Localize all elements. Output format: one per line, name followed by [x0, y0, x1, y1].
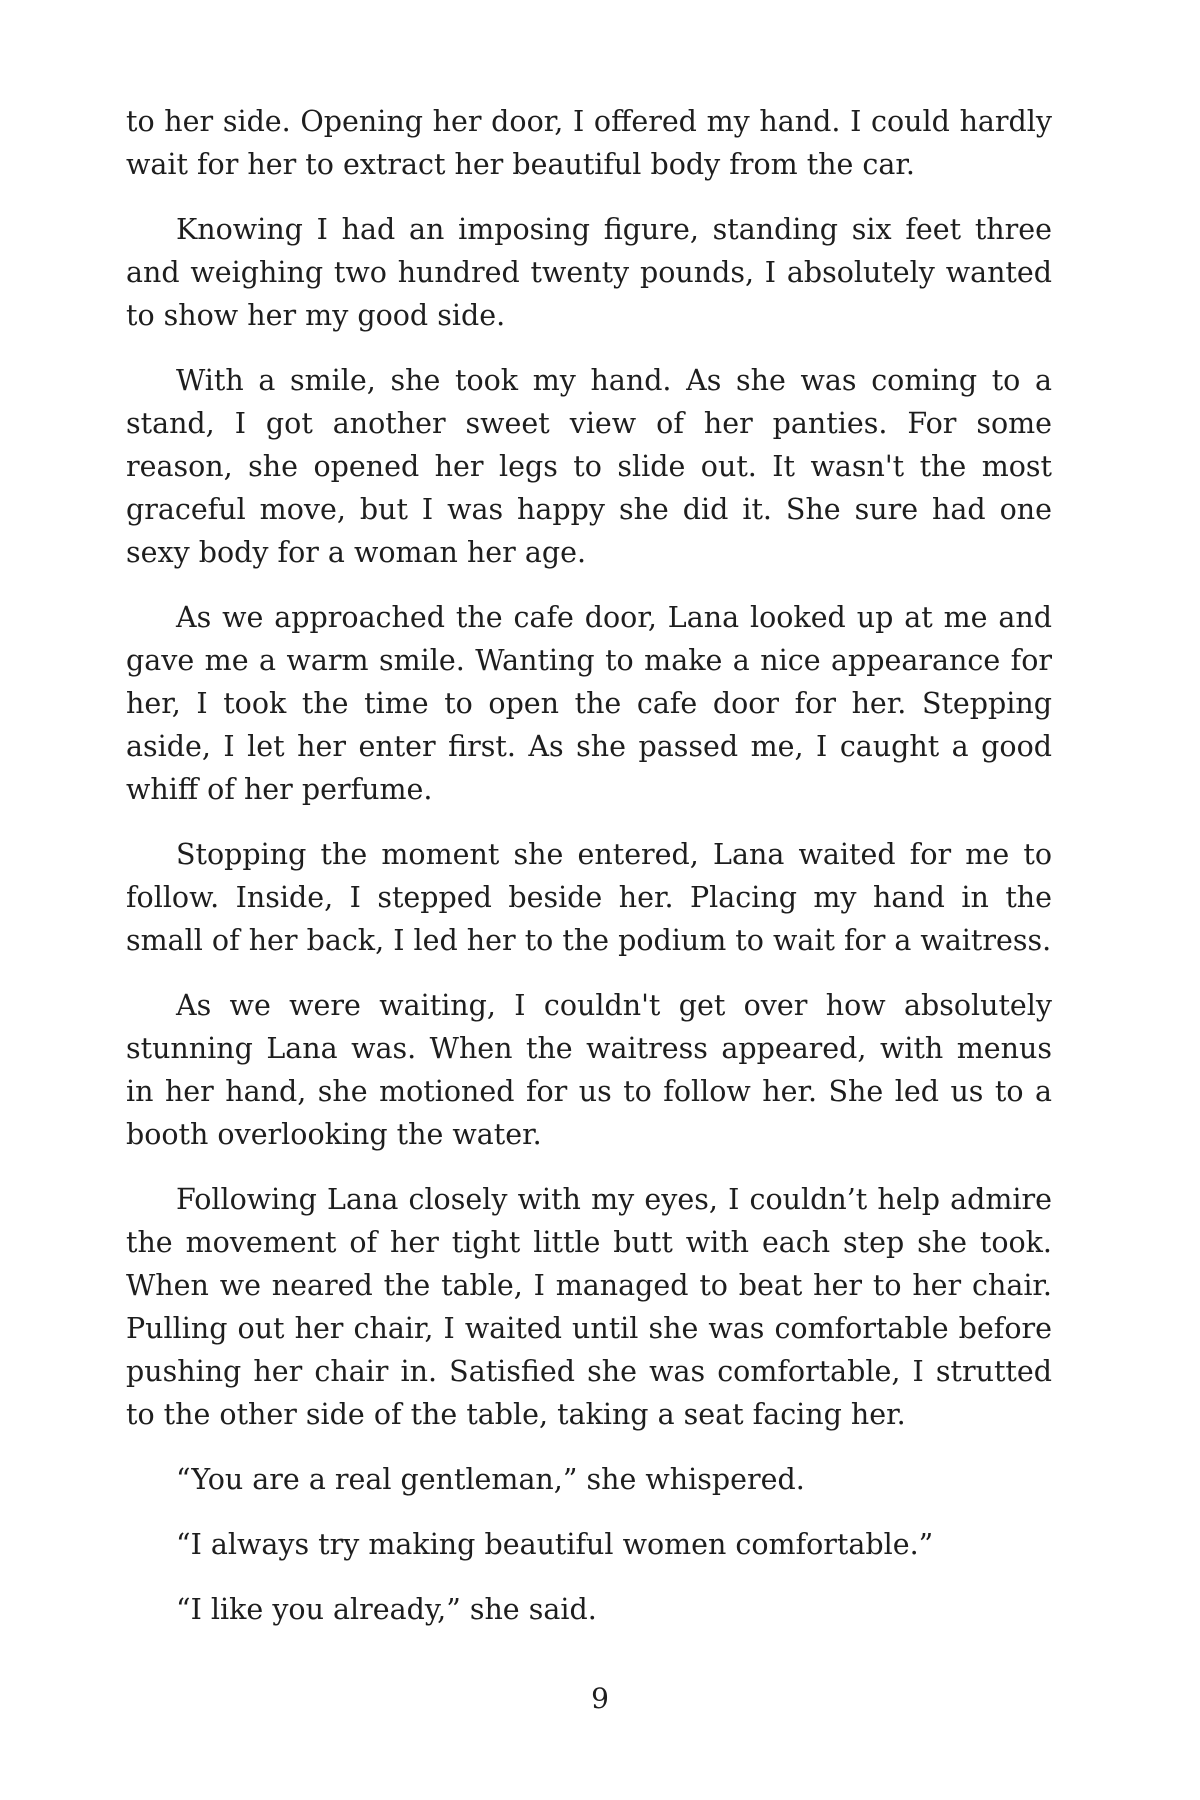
body-text	[126, 100, 1052, 1653]
paragraph: Knowing I had an imposing figure, standing six feet three and weighing two hundred twenty pounds, I absolutely wanted to show her my good side.	[126, 213, 1052, 332]
paragraph: Stopping the moment she entered, Lana waited for me to follow. Inside, I stepped beside her. Placing my hand in the small of her back, I led her to the podium to wait for a waitress.	[126, 838, 1052, 957]
dialogue-line: “You are a real gentleman,” she whispered.	[176, 1463, 805, 1496]
page-number: 9	[591, 1682, 609, 1715]
paragraph: Following Lana closely with my eyes, I couldn’t help admire the movement of her tight little butt with each step she took. When we neared the table, I managed to beat her to her chair. Pulling out her chair, I waited until she was comfortable before pushing her chair in. Satisfied she was comfortable, I strutted to the other side of the table, taking a seat facing her.	[126, 1183, 1052, 1431]
paragraph: With a smile, she took my hand. As she was coming to a stand, I got another sweet view of her panties. For some reason, she opened her legs to slide out. It wasn't the most graceful move, but I was happy she did it. She sure had one sexy body for a woman her age.	[126, 364, 1052, 569]
paragraph: As we were waiting, I couldn't get over how absolutely stunning Lana was. When the waitress appeared, with menus in her hand, she motioned for us to follow her. She led us to a booth overlooking the water.	[126, 989, 1052, 1151]
paragraph-continuation: to her side. Opening her door, I offered my hand. I could hardly wait for her to extract her beautiful body from the car.	[126, 105, 1052, 181]
paragraph: As we approached the cafe door, Lana looked up at me and gave me a warm smile. Wanting to make a nice appearance for her, I took the time to open the cafe door for her. Stepping aside, I let her enter first. As she passed me, I caught a good whiff of her perfume.	[126, 601, 1052, 806]
dialogue-line: “I like you already,” she said.	[176, 1593, 597, 1626]
dialogue-line: “I always try making beautiful women comfortable.”	[176, 1528, 934, 1561]
